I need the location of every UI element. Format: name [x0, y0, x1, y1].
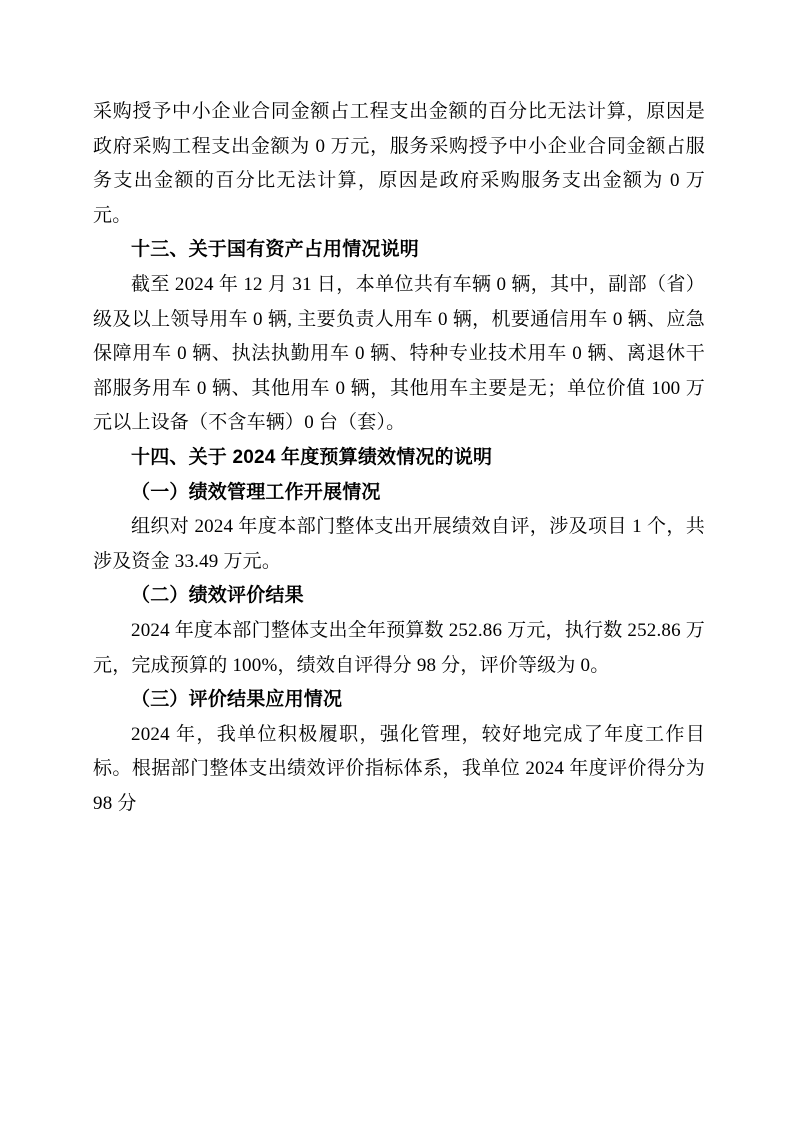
paragraph-self-evaluation: 组织对 2024 年度本部门整体支出开展绩效自评，涉及项目 1 个，共涉及资金 33.49 万元。 — [93, 516, 705, 572]
paragraph-procurement-percentage-note: 采购授予中小企业合同金额占工程支出金额的百分比无法计算，原因是政府采购工程支出金额为 0 万元，服务采购授予中小企业合同金额占服务支出金额的百分比无法计算，原因是政府采购服务支出金额为 0 万元。 — [93, 101, 705, 226]
paragraph-budget-execution: 2024 年度本部门整体支出全年预算数 252.86 万元，执行数 252.86 万元，完成预算的 100%，绩效自评得分 98 分，评价等级为 0。 — [93, 619, 705, 676]
subheading-3-result-application: （三）评价结果应用情况 — [131, 689, 343, 711]
section-heading-13-state-owned-assets: 十三、关于国有资产占用情况说明 — [131, 239, 420, 261]
paragraph-vehicles-and-equipment: 截至 2024 年 12 月 31 日，本单位共有车辆 0 辆，其中，副部（省）级及以上领导用车 0 辆, 主要负责人用车 0 辆，机要通信用车 0 辆、应急保障用车 0 辆、执法执勤用车 0 辆、特种专业技术用车 0 辆、离退休干部服务用车 0 辆、其他用车 0 辆，其他用车主要是无；单位价值 100 万元以上设备（不含车辆）0 台（套）。 — [93, 273, 705, 434]
subheading-2-evaluation-results: （二）绩效评价结果 — [131, 585, 304, 607]
subheading-1-performance-management: （一）绩效管理工作开展情况 — [131, 481, 381, 503]
section-heading-14-budget-performance: 十四、关于 2024 年度预算绩效情况的说明 — [131, 446, 493, 468]
paragraph-annual-score: 2024 年，我单位积极履职，强化管理，较好地完成了年度工作目标。根据部门整体支出绩效评价指标体系，我单位 2024 年度评价得分为 98 分 — [93, 723, 705, 814]
